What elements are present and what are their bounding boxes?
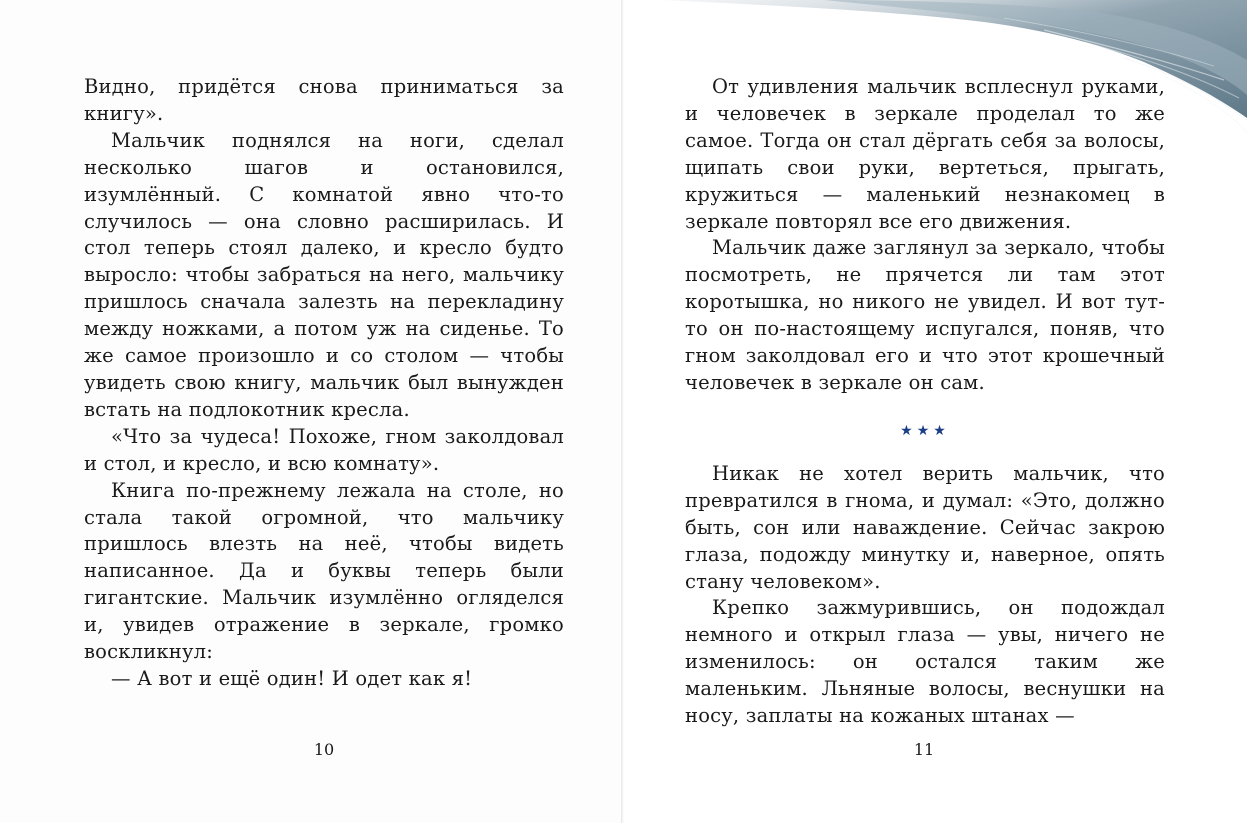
right-text-column (685, 74, 1165, 730)
right-page (624, 0, 1247, 823)
paragraph: Мальчик поднялся на ноги, сделал несколько шагов и остановился, изумлённый. С комнатой явно что-то случилось — она словно расширилась. И стол теперь стоял далеко, и кресло будто выросло: чтобы забраться на него, мальчику пришлось сначала залезть на перекладину между ножками, а потом уж на сиденье. То же самое произошло и со столом — чтобы увидеть свою книгу, мальчик был вынужден встать на подлокотник кресла. (84, 128, 564, 421)
left-page (0, 0, 623, 823)
paragraph: Мальчик даже заглянул за зеркало, чтобы посмотреть, не прячется ли там этот коротышка, но никого не увидел. И вот тут-то он по-настоящему испугался, поняв, что гном заколдовал его и что этот крошечный человечек в зеркале он сам. (685, 236, 1165, 394)
page-number: 11 (913, 740, 935, 759)
paragraph: — А вот и ещё один! И одет как я! (111, 666, 473, 690)
paragraph: «Что за чудеса! Похоже, гном заколдовал и стол, и кресло, и всю комнату». (84, 424, 564, 475)
paragraph: Видно, придётся снова приниматься за книгу». (84, 75, 564, 125)
page-number: 10 (313, 740, 335, 759)
left-text-column (84, 74, 564, 693)
paragraph: Крепко зажмурившись, он подождал немного и открыл глаза — увы, ничего не изменилось: он остался таким же маленьким. Льняные волосы, веснушки на носу, заплаты на кожаных штанах — (685, 596, 1165, 728)
paragraph: От удивления мальчик всплеснул руками, и человечек в зеркале проделал то же самое. Тогда он стал дёргать себя за волосы, щипать свои руки, вертеться, прыгать, кружиться — маленький незнакомец в зеркале повторял все его движения. (685, 75, 1165, 233)
section-break-stars: ★★★ (900, 422, 950, 439)
paragraph: Книга по-прежнему лежала на столе, но стала такой огромной, что мальчику пришлось влезть на неё, чтобы видеть написанное. Да и буквы теперь были гигантские. Мальчик изумлённо огляделся и, увидев отражение в зеркале, громко воскликнул: (84, 478, 564, 664)
paragraph: Никак не хотел верить мальчик, что превратился в гнома, и думал: «Это, должно быть, сон или наваждение. Сейчас закрою глаза, подожду минутку и, наверное, опять стану человеком». (685, 461, 1165, 593)
